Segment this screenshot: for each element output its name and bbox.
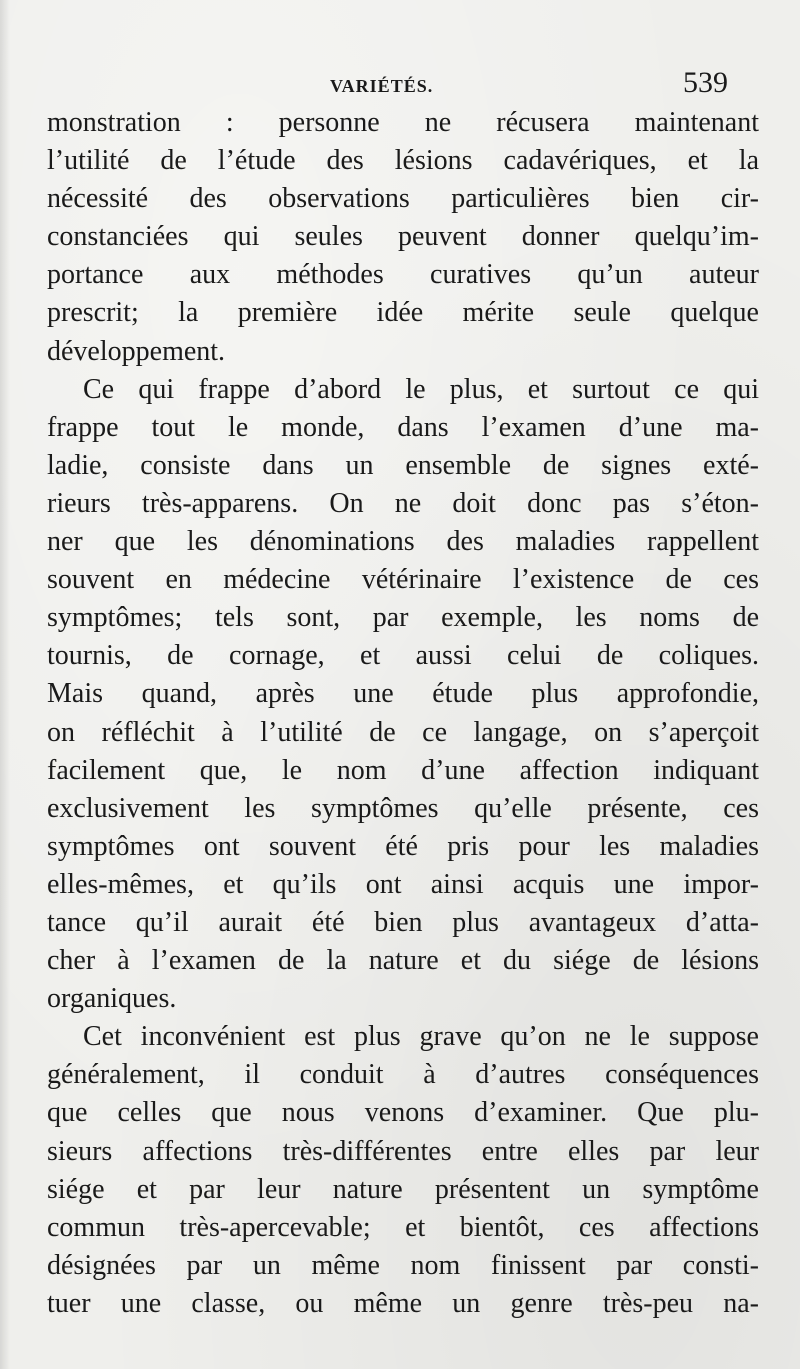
text-line: Mais quand, après une étude plus approfondie, [47,678,759,710]
text-line: souvent en médecine vétérinaire l’existence de ces [47,564,759,596]
text-line: ner que les dénominations des maladies rappellent [47,526,759,558]
text-line: symptômes ont souvent été pris pour les maladies [47,830,759,862]
text-line: tuer une classe, ou même un genre très-peu na- [47,1287,759,1319]
text-line: prescrit; la première idée mérite seule quelque [47,297,759,329]
paragraph-end-line: développement. [47,335,226,367]
text-line: symptômes; tels sont, par exemple, les noms de [47,602,759,634]
text-line: facilement que, le nom d’une affection indiquant [47,754,759,786]
text-line: rieurs très-apparens. On ne doit donc pas s’éton- [47,487,759,519]
paragraph-end-line: organiques. [47,983,177,1015]
text-line: ladie, consiste dans un ensemble de signes exté- [47,449,759,481]
running-head [0,66,800,106]
text-line: tance qu’il aurait été bien plus avantageux d’atta- [47,906,759,938]
paragraph-start-line: Cet inconvénient est plus grave qu’on ne le suppose [83,1021,759,1053]
page-edge-shadow [0,0,10,1369]
text-line: sieurs affections très-différentes entre elles par leur [47,1135,759,1167]
text-line: on réfléchit à l’utilité de ce langage, on s’aperçoit [47,716,759,748]
text-line: tournis, de cornage, et aussi celui de coliques. [47,640,759,672]
text-line: siége et par leur nature présentent un symptôme [47,1173,759,1205]
body-text [47,104,759,1323]
paragraph-start-line: Ce qui frappe d’abord le plus, et surtout ce qui [83,373,759,405]
text-line: exclusivement les symptômes qu’elle présente, ces [47,792,759,824]
text-line: constanciées qui seules peuvent donner quelqu’im- [47,221,759,253]
text-line: monstration : personne ne récusera maintenant [47,107,759,138]
text-line: l’utilité de l’étude des lésions cadavériques, et la [47,145,759,177]
text-line: désignées par un même nom finissent par consti- [47,1249,759,1281]
text-line: nécessité des observations particulières bien cir- [47,183,759,215]
text-line: elles-mêmes, et qu’ils ont ainsi acquis une impor- [47,868,759,900]
page-number: 539 [683,66,728,99]
text-line: cher à l’examen de la nature et du siége de lésions [47,945,759,977]
text-line: frappe tout le monde, dans l’examen d’une ma- [47,411,759,443]
text-line: généralement, il conduit à d’autres conséquences [47,1059,759,1091]
text-line: que celles que nous venons d’examiner. Que plu- [47,1097,759,1129]
text-line: portance aux méthodes curatives qu’un auteur [47,259,759,291]
text-line: commun très-apercevable; et bientôt, ces affections [47,1211,759,1243]
running-title: VARIÉTÉS. [330,76,434,96]
